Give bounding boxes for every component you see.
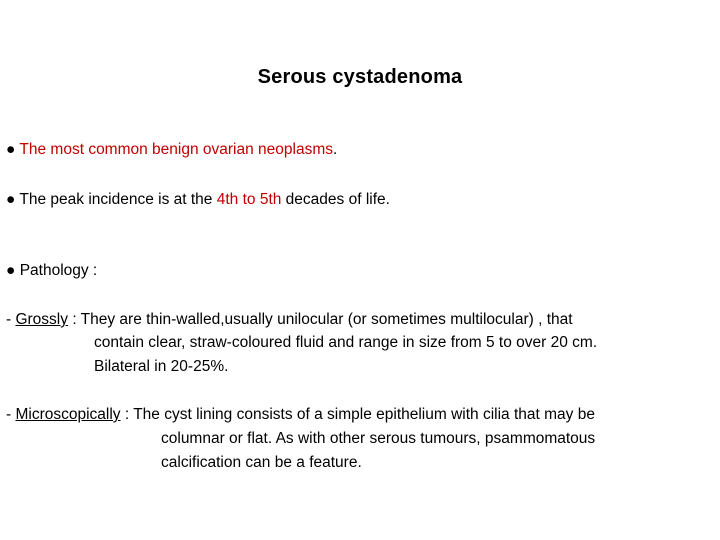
peak-incidence-post: decades of life. bbox=[281, 191, 390, 208]
grossly-line-2 bbox=[94, 333, 597, 353]
bullet-icon: ● bbox=[6, 262, 16, 279]
grossly-term: Grossly bbox=[15, 311, 69, 328]
bullet-icon: ● bbox=[6, 141, 16, 158]
micro-line-1 bbox=[6, 405, 595, 425]
micro-text-1: : The cyst lining consists of a simple epithelium with cilia that may be bbox=[120, 406, 595, 423]
micro-term: Microscopically bbox=[15, 406, 121, 423]
bullet-icon: ● bbox=[6, 191, 16, 208]
micro-text-3: calcification can be a feature. bbox=[161, 454, 362, 471]
peak-incidence-pre: The peak incidence is at the bbox=[19, 191, 217, 208]
slide-title-text: Serous cystadenoma bbox=[257, 66, 463, 88]
bullet-most-common bbox=[6, 140, 337, 160]
grossly-text-3: Bilateral in 20-25%. bbox=[94, 358, 229, 375]
micro-dash: - bbox=[6, 406, 16, 423]
peak-incidence-decades: 4th to 5th bbox=[216, 191, 282, 208]
grossly-dash: - bbox=[6, 311, 16, 328]
pathology-label: Pathology : bbox=[19, 262, 98, 279]
most-common-text: The most common benign ovarian neoplasms bbox=[19, 141, 334, 158]
most-common-period: . bbox=[333, 141, 338, 158]
micro-line-3 bbox=[161, 453, 362, 473]
grossly-text-1: : They are thin-walled,usually unilocular (or sometimes multilocular) , that bbox=[68, 311, 573, 328]
bullet-peak-incidence bbox=[6, 190, 390, 210]
slide-title bbox=[0, 63, 720, 91]
bullet-pathology bbox=[6, 261, 97, 281]
grossly-line-3 bbox=[94, 357, 228, 377]
micro-line-2 bbox=[161, 429, 595, 449]
micro-text-2: columnar or flat. As with other serous tumours, psammomatous bbox=[161, 430, 596, 447]
grossly-text-2: contain clear, straw-coloured fluid and range in size from 5 to over 20 cm. bbox=[94, 334, 598, 351]
grossly-line-1 bbox=[6, 310, 573, 330]
